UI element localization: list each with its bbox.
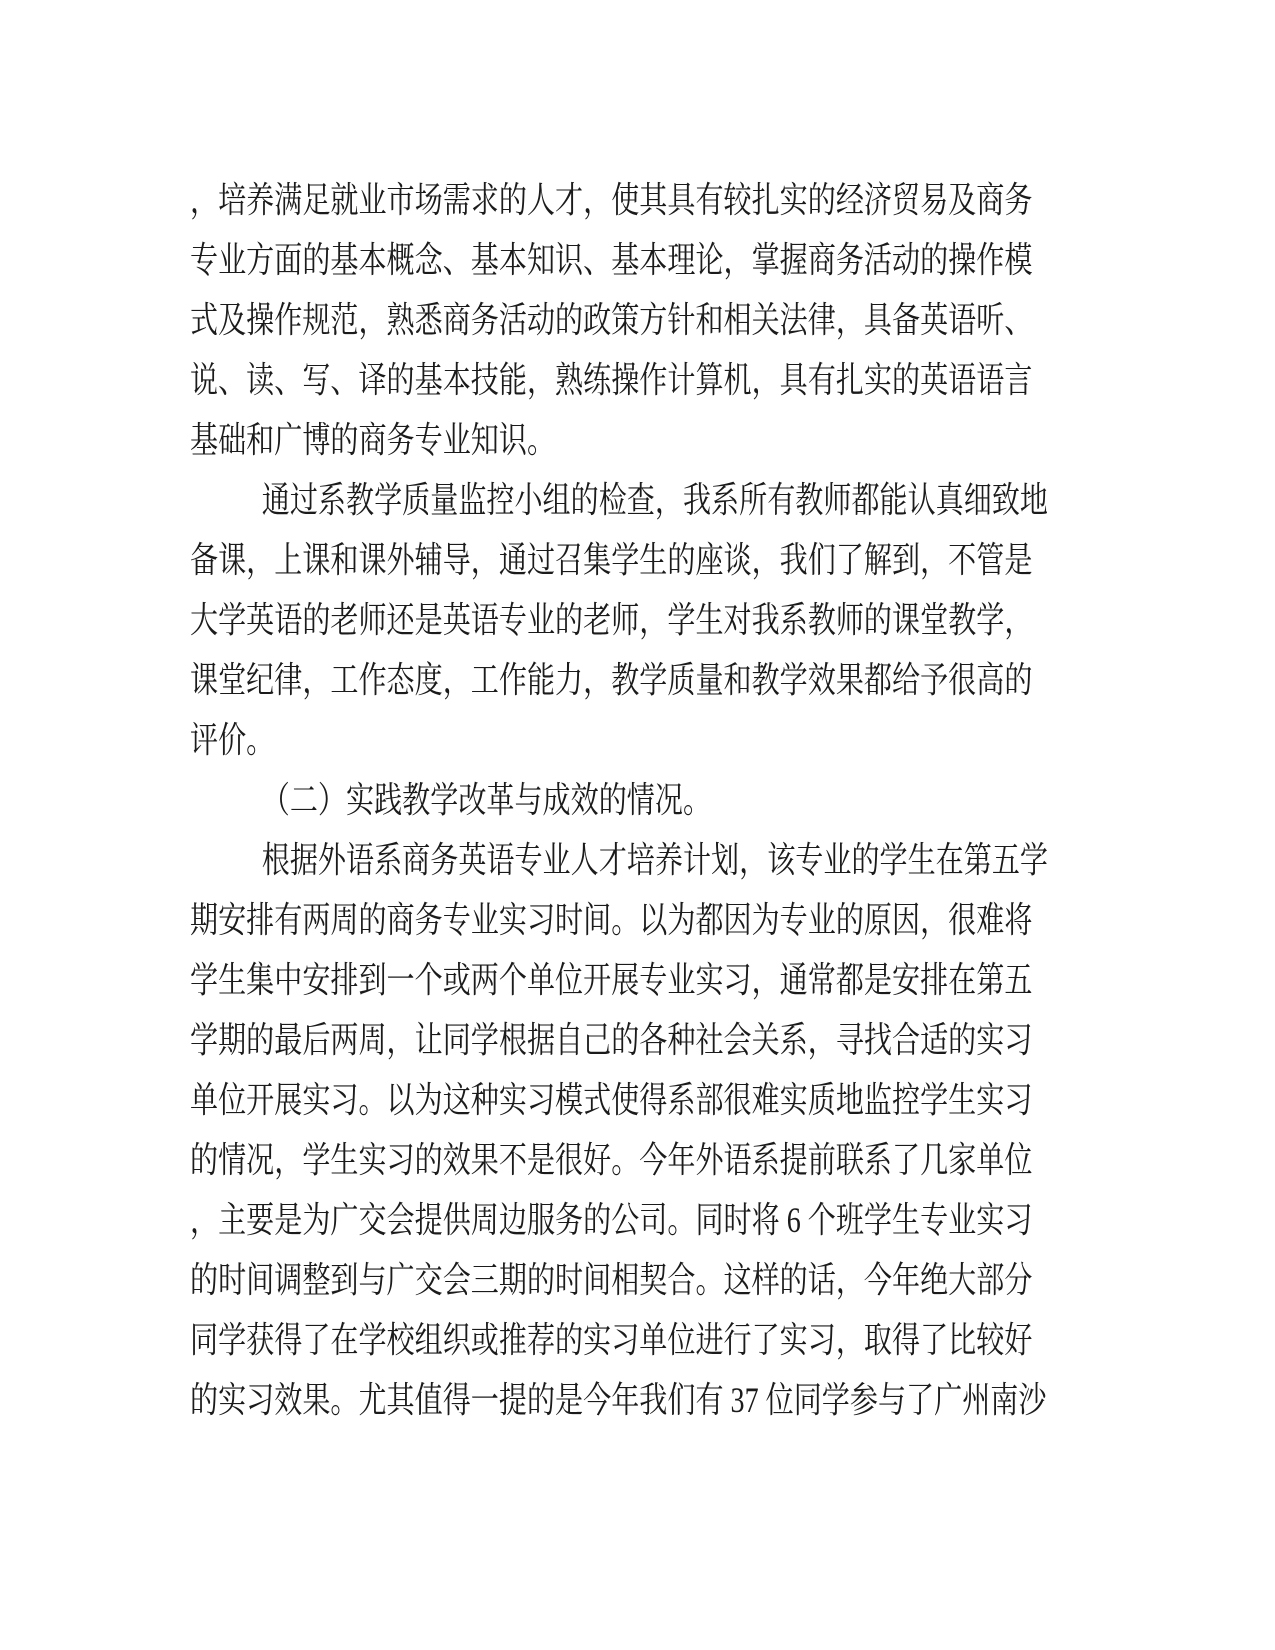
text-line: 课堂纪律，工作态度，工作能力，教学质量和教学效果都给予很高的 bbox=[190, 660, 1033, 700]
text-line: 专业方面的基本概念、基本知识、基本理论，掌握商务活动的操作模 bbox=[190, 240, 1033, 280]
text-line: 的实习效果。尤其值得一提的是今年我们有 37 位同学参与了广州南沙 bbox=[190, 1380, 1047, 1420]
text-line: ，主要是为广交会提供周边服务的公司。同时将 6 个班学生专业实习 bbox=[190, 1200, 1033, 1240]
text-line: 的情况，学生实习的效果不是很好。今年外语系提前联系了几家单位 bbox=[190, 1140, 1033, 1180]
text-line: 根据外语系商务英语专业人才培养计划，该专业的学生在第五学 bbox=[261, 840, 1049, 880]
text-line: 学期的最后两周，让同学根据自己的各种社会关系，寻找合适的实习 bbox=[190, 1020, 1033, 1060]
text-line: 说、读、写、译的基本技能，熟练操作计算机，具有扎实的英语语言 bbox=[190, 360, 1033, 400]
text-line: 通过系教学质量监控小组的检查，我系所有教师都能认真细致地 bbox=[261, 480, 1049, 520]
text-line: 期安排有两周的商务专业实习时间。以为都因为专业的原因，很难将 bbox=[190, 900, 1033, 940]
text-line: 的时间调整到与广交会三期的时间相契合。这样的话，今年绝大部分 bbox=[190, 1260, 1033, 1300]
text-line: 式及操作规范，熟悉商务活动的政策方针和相关法律，具备英语听、 bbox=[190, 300, 1033, 340]
text-line: 学生集中安排到一个或两个单位开展专业实习，通常都是安排在第五 bbox=[190, 960, 1033, 1000]
text-line: （二）实践教学改革与成效的情况。 bbox=[261, 780, 712, 820]
text-line: 备课，上课和课外辅导，通过召集学生的座谈，我们了解到，不管是 bbox=[190, 540, 1033, 580]
text-line: 同学获得了在学校组织或推荐的实习单位进行了实习，取得了比较好 bbox=[190, 1320, 1033, 1360]
text-line: 单位开展实习。以为这种实习模式使得系部很难实质地监控学生实习 bbox=[190, 1080, 1033, 1120]
text-line: 基础和广博的商务专业知识。 bbox=[190, 420, 556, 460]
document-text bbox=[190, 170, 1275, 1430]
text-line: 评价。 bbox=[190, 720, 275, 760]
text-line: ，培养满足就业市场需求的人才，使其具有较扎实的经济贸易及商务 bbox=[190, 180, 1033, 220]
text-line: 大学英语的老师还是英语专业的老师，学生对我系教师的课堂教学， bbox=[190, 600, 1033, 640]
